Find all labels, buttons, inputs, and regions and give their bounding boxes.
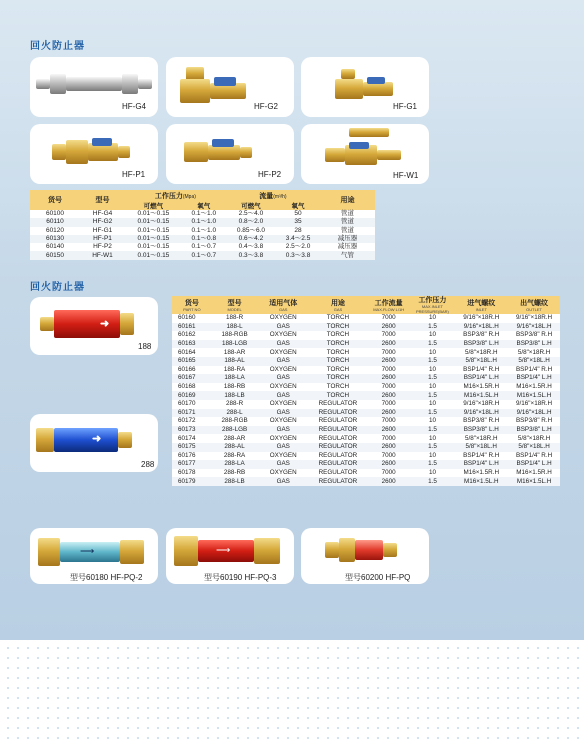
header-type: 型号 <box>80 190 125 210</box>
table-cell: 0.8～2.0 <box>226 218 276 226</box>
table-cell: GAS <box>257 443 309 452</box>
table-cell: 10 <box>411 400 455 409</box>
table-row <box>172 409 560 418</box>
table-cell: HF-G1 <box>80 227 125 235</box>
table-cell: 60166 <box>172 366 212 375</box>
table-row <box>172 348 560 357</box>
table-cell: 10 <box>411 383 455 392</box>
product-image-hf-p2 <box>184 142 208 162</box>
table-cell: M16×1.5R.H <box>508 383 560 392</box>
table-cell: 60120 <box>30 227 80 235</box>
table-row <box>172 314 560 323</box>
table-cell: 1.5 <box>411 374 455 383</box>
table-cell: TORCH <box>309 357 367 366</box>
table-cell: 188-L <box>212 323 258 332</box>
table-cell: HF-G4 <box>80 210 125 218</box>
table-cell: 1.5 <box>411 357 455 366</box>
table-row <box>172 426 560 435</box>
table-cell: 0.3～3.8 <box>226 251 276 259</box>
product-image-hf-g1 <box>341 69 355 79</box>
table-header: 工作压力 MAX.INLET PRESSURE(BAR) <box>411 296 455 314</box>
table-cell: 0.01～0.15 <box>125 251 182 259</box>
table-cell: 2600 <box>367 426 411 435</box>
table-header: 工作流量 MAX.FLOW L/1H <box>367 296 411 314</box>
table-cell: GAS <box>257 391 309 400</box>
table-cell: 0.01～0.15 <box>125 210 182 218</box>
table-cell: 7000 <box>367 417 411 426</box>
table-cell: 1.5 <box>411 426 455 435</box>
table-cell: M16×1.5L.H <box>508 391 560 400</box>
table-cell: GAS <box>257 323 309 332</box>
table-row <box>30 218 375 226</box>
table-cell: 60168 <box>172 383 212 392</box>
product-image-hf-pq-3 <box>174 536 198 566</box>
table-cell: 60130 <box>30 235 80 243</box>
table-cell: 60170 <box>172 400 212 409</box>
table-row <box>30 227 375 235</box>
table-cell: HF-W1 <box>80 251 125 259</box>
header-pressure-fuel: 可燃气 <box>125 201 182 210</box>
table-row <box>172 383 560 392</box>
table-cell: 3.4～2.5 <box>276 235 320 243</box>
table-cell: 10 <box>411 314 455 323</box>
product-label-hf-pq: 型号60200 HF-PQ <box>345 573 411 582</box>
table-row <box>30 243 375 251</box>
table-cell: BSP3/8" R.H <box>508 331 560 340</box>
table-cell: 0.85～6.0 <box>226 227 276 235</box>
table-cell: 7000 <box>367 348 411 357</box>
table-cell: 管道 <box>320 227 375 235</box>
table-cell: 气管 <box>320 251 375 259</box>
table-row <box>30 235 375 243</box>
table-row <box>172 357 560 366</box>
product-image-hf-g4 <box>36 79 50 89</box>
table-row <box>172 477 560 486</box>
table-cell: 60165 <box>172 357 212 366</box>
table-cell: BSP3/8" L.H <box>508 340 560 349</box>
table-cell: BSP3/8" R.H <box>508 417 560 426</box>
product-card-hf-pq <box>301 528 429 584</box>
table-cell: 0.1～0.7 <box>182 243 226 251</box>
table-cell: TORCH <box>309 331 367 340</box>
table-cell: 188-LA <box>212 374 258 383</box>
table-cell: 288-RA <box>212 452 258 461</box>
table-cell: M16×1.5R.H <box>508 469 560 478</box>
table-cell: GAS <box>257 477 309 486</box>
product-label-hf-pq-3: 型号60190 HF-PQ-3 <box>204 573 277 582</box>
table-header: 出气螺纹 OUTLET <box>508 296 560 314</box>
table-row <box>172 340 560 349</box>
header-flow-oxygen: 氧气 <box>276 201 320 210</box>
header-flow: 流量(m³/h) <box>226 190 320 201</box>
table-cell: 9/16"×18R.H <box>454 400 508 409</box>
table-cell: GAS <box>257 409 309 418</box>
table-cell: REGULATOR <box>309 400 367 409</box>
table-cell: OXYGEN <box>257 331 309 340</box>
product-label-hf-w1: HF-W1 <box>393 171 419 180</box>
table-cell: 10 <box>411 331 455 340</box>
table-cell: 5/8"×18L.H <box>454 443 508 452</box>
table-header: 货号 PART NO <box>172 296 212 314</box>
table-cell: 60171 <box>172 409 212 418</box>
table-cell: HF-P1 <box>80 235 125 243</box>
table-cell: 60178 <box>172 469 212 478</box>
table-row <box>172 443 560 452</box>
table-cell: 5/8"×18R.H <box>454 348 508 357</box>
table-cell: BSP1/4" R.H <box>508 452 560 461</box>
table-cell: 2.5～2.0 <box>276 243 320 251</box>
table-cell: 188-RB <box>212 383 258 392</box>
table-cell: 28 <box>276 227 320 235</box>
product-image-hf-pq <box>325 542 339 558</box>
table-cell: TORCH <box>309 340 367 349</box>
table-cell: 2600 <box>367 340 411 349</box>
product-card-hf-pq-2 <box>30 528 158 584</box>
table-cell: 0.1～1.0 <box>182 227 226 235</box>
product-card-hf-p1 <box>30 124 158 184</box>
table-cell: 188-AR <box>212 348 258 357</box>
table-cell: OXYGEN <box>257 417 309 426</box>
table-cell: 288-RB <box>212 469 258 478</box>
table-cell: 5/8"×18R.H <box>454 434 508 443</box>
product-image-hf-w1 <box>325 148 345 162</box>
dotted-footer <box>0 640 584 744</box>
table-cell: REGULATOR <box>309 443 367 452</box>
table-cell: 1.5 <box>411 460 455 469</box>
product-card-hf-pq-3 <box>166 528 294 584</box>
table-cell: 5/8"×18R.H <box>508 348 560 357</box>
table-cell: 1.5 <box>411 323 455 332</box>
table-cell: 5/8"×18L.H <box>454 357 508 366</box>
table-cell: 减压器 <box>320 235 375 243</box>
table-cell: OXYGEN <box>257 452 309 461</box>
product-label-hf-g2: HF-G2 <box>254 102 278 111</box>
table-cell: 188-LGB <box>212 340 258 349</box>
table-row <box>172 460 560 469</box>
table-header: 适用气体 GAS <box>257 296 309 314</box>
table-cell: BSP1/4" R.H <box>454 452 508 461</box>
table-cell: 管道 <box>320 210 375 218</box>
table-cell: 288-L <box>212 409 258 418</box>
product-image-hf-p1 <box>52 144 66 160</box>
table-row <box>172 366 560 375</box>
product-label-hf-p1: HF-P1 <box>122 170 146 179</box>
product-label-288: 288 <box>141 460 155 469</box>
table-cell: 5/8"×18L.H <box>508 443 560 452</box>
table-cell: TORCH <box>309 374 367 383</box>
table-cell: REGULATOR <box>309 434 367 443</box>
table-row <box>172 323 560 332</box>
table-cell: GAS <box>257 374 309 383</box>
header-model-no: 货号 <box>30 190 80 210</box>
table-cell: M16×1.5L.H <box>454 477 508 486</box>
table-header: 型号 MODEL <box>212 296 258 314</box>
table-cell: OXYGEN <box>257 366 309 375</box>
table-cell: 9/16"×18L.H <box>508 409 560 418</box>
table-cell: 10 <box>411 452 455 461</box>
table-cell: BSP3/8" L.H <box>454 340 508 349</box>
header-flow-fuel: 可燃气 <box>226 201 276 210</box>
table-cell: 9/16"×18L.H <box>454 409 508 418</box>
product-card-188 <box>30 297 158 355</box>
table-header: 用途 GAS <box>309 296 367 314</box>
table-row <box>172 452 560 461</box>
table-cell: 0.3～3.8 <box>276 251 320 259</box>
table-cell: 7000 <box>367 434 411 443</box>
table-cell: GAS <box>257 357 309 366</box>
table-cell: 288-LGB <box>212 426 258 435</box>
table-cell: BSP3/8" R.H <box>454 331 508 340</box>
table-cell: 50 <box>276 210 320 218</box>
table-cell: BSP1/4" L.H <box>454 374 508 383</box>
table-row <box>172 434 560 443</box>
table-cell: 7000 <box>367 366 411 375</box>
table-cell: 188-RA <box>212 366 258 375</box>
table-cell: 0.6～4.2 <box>226 235 276 243</box>
table-cell: 7000 <box>367 452 411 461</box>
table-cell: 1.5 <box>411 409 455 418</box>
table-cell: 5/8"×18L.H <box>508 357 560 366</box>
table-cell: 7000 <box>367 331 411 340</box>
table-cell: BSP3/8" L.H <box>454 426 508 435</box>
table-cell: 0.1～1.0 <box>182 218 226 226</box>
table-cell: 60169 <box>172 391 212 400</box>
table-cell: OXYGEN <box>257 434 309 443</box>
arrow-icon: ⟶ <box>80 546 95 557</box>
table-cell: 0.01～0.15 <box>125 218 182 226</box>
table-cell: 1.5 <box>411 391 455 400</box>
table-cell: REGULATOR <box>309 426 367 435</box>
table-cell: 7000 <box>367 314 411 323</box>
table-cell: 288-R <box>212 400 258 409</box>
table-cell: HF-P2 <box>80 243 125 251</box>
table-cell: 60179 <box>172 477 212 486</box>
table-cell: TORCH <box>309 323 367 332</box>
table-cell: 7000 <box>367 383 411 392</box>
table-cell: 2600 <box>367 374 411 383</box>
table-cell: BSP1/4" R.H <box>508 366 560 375</box>
table-cell: 60164 <box>172 348 212 357</box>
table-row <box>172 469 560 478</box>
table-cell: 288-AL <box>212 443 258 452</box>
table-cell: OXYGEN <box>257 314 309 323</box>
product-label-hf-g1: HF-G1 <box>393 102 417 111</box>
spec-table-2 <box>172 296 560 486</box>
table-cell: 60100 <box>30 210 80 218</box>
table-cell: 60176 <box>172 452 212 461</box>
table-cell: 60174 <box>172 434 212 443</box>
arrow-icon: ➜ <box>92 433 102 445</box>
table-cell: REGULATOR <box>309 477 367 486</box>
table-cell: 188-AL <box>212 357 258 366</box>
table-cell: GAS <box>257 340 309 349</box>
table-cell: TORCH <box>309 366 367 375</box>
table-cell: 0.01～0.15 <box>125 227 182 235</box>
product-label-hf-g4: HF-G4 <box>122 102 146 111</box>
table-cell: 60160 <box>172 314 212 323</box>
product-card-hf-g2 <box>166 57 294 117</box>
table-cell: 9/16"×18R.H <box>508 314 560 323</box>
table-cell: 2600 <box>367 323 411 332</box>
table-cell: GAS <box>257 426 309 435</box>
table-cell: 60161 <box>172 323 212 332</box>
table-cell: OXYGEN <box>257 348 309 357</box>
product-label-hf-pq-2: 型号60180 HF-PQ-2 <box>70 573 143 582</box>
table-row <box>172 331 560 340</box>
table-cell: REGULATOR <box>309 417 367 426</box>
header-pressure-oxygen: 氧气 <box>182 201 226 210</box>
product-card-hf-g4 <box>30 57 158 117</box>
table-cell: BSP3/8" L.H <box>508 426 560 435</box>
table-cell: 2600 <box>367 357 411 366</box>
section-title-1: 回火防止器 <box>30 41 85 52</box>
table-cell: 60140 <box>30 243 80 251</box>
header-pressure: 工作压力(Mpa) <box>125 190 226 201</box>
table-cell: 60162 <box>172 331 212 340</box>
table-cell: 7000 <box>367 400 411 409</box>
table-cell: M16×1.5R.H <box>454 469 508 478</box>
table-cell: 288-LA <box>212 460 258 469</box>
table-cell: 1.5 <box>411 477 455 486</box>
table-row <box>30 210 375 218</box>
table-cell: BSP1/4" L.H <box>508 460 560 469</box>
table-cell: OXYGEN <box>257 400 309 409</box>
table-cell: REGULATOR <box>309 409 367 418</box>
arrow-icon: ⟶ <box>216 545 231 556</box>
table-cell: 60167 <box>172 374 212 383</box>
table-cell: M16×1.5L.H <box>454 391 508 400</box>
table-cell: 2600 <box>367 477 411 486</box>
table-cell: 9/16"×18L.H <box>508 323 560 332</box>
table-cell: 0.01～0.15 <box>125 243 182 251</box>
table-cell: TORCH <box>309 383 367 392</box>
product-label-188: 188 <box>138 342 152 351</box>
table-cell: 0.1～0.7 <box>182 251 226 259</box>
header-usage: 用途 <box>320 190 375 210</box>
arrow-icon: ➜ <box>100 318 110 330</box>
table-header: 进气螺纹 INLET <box>454 296 508 314</box>
product-card-hf-p2 <box>166 124 294 184</box>
table-cell: 7000 <box>367 469 411 478</box>
table-cell: TORCH <box>309 314 367 323</box>
table-cell: 9/16"×18L.H <box>454 323 508 332</box>
table-cell: 60172 <box>172 417 212 426</box>
table-cell: GAS <box>257 460 309 469</box>
table-cell: 188-LB <box>212 391 258 400</box>
table-cell: M16×1.5R.H <box>454 383 508 392</box>
table-cell: 5/8"×18R.H <box>508 434 560 443</box>
table-cell: REGULATOR <box>309 452 367 461</box>
table-cell: 35 <box>276 218 320 226</box>
table-cell: 188-RGB <box>212 331 258 340</box>
table-cell: BSP1/4" L.H <box>454 460 508 469</box>
table-cell: 2600 <box>367 391 411 400</box>
table-cell: 0.1～0.8 <box>182 235 226 243</box>
table-cell: 2.5～4.0 <box>226 210 276 218</box>
table-cell: 1.5 <box>411 340 455 349</box>
table-row <box>172 417 560 426</box>
table-cell: 10 <box>411 434 455 443</box>
table-cell: REGULATOR <box>309 469 367 478</box>
table-cell: 288-LB <box>212 477 258 486</box>
table-cell: 0.4～3.8 <box>226 243 276 251</box>
table-cell: 188-R <box>212 314 258 323</box>
table-cell: 60150 <box>30 251 80 259</box>
spec-table-1 <box>30 190 375 260</box>
table-cell: TORCH <box>309 348 367 357</box>
table-cell: BSP3/8" R.H <box>454 417 508 426</box>
table-cell: 9/16"×18R.H <box>508 400 560 409</box>
product-card-288 <box>30 414 158 472</box>
section-title-2: 回火防止器 <box>30 282 85 293</box>
table-cell: 60177 <box>172 460 212 469</box>
table-cell: OXYGEN <box>257 469 309 478</box>
product-card-hf-g1 <box>301 57 429 117</box>
table-cell: 10 <box>411 348 455 357</box>
table-cell: BSP1/4" L.H <box>508 374 560 383</box>
table-cell: 9/16"×18R.H <box>454 314 508 323</box>
table-cell: 1.5 <box>411 443 455 452</box>
table-cell: 0.01～0.15 <box>125 235 182 243</box>
table-cell: REGULATOR <box>309 460 367 469</box>
table-cell: 减压器 <box>320 243 375 251</box>
product-card-hf-w1 <box>301 124 429 184</box>
table-row <box>172 374 560 383</box>
table-cell: HF-G2 <box>80 218 125 226</box>
table-cell: OXYGEN <box>257 383 309 392</box>
table-cell: BSP1/4" R.H <box>454 366 508 375</box>
product-image-hf-pq-2 <box>38 538 60 566</box>
product-image-288 <box>36 428 54 452</box>
table-cell: 10 <box>411 469 455 478</box>
table-cell: 60163 <box>172 340 212 349</box>
table-cell: 288-RGB <box>212 417 258 426</box>
product-label-hf-p2: HF-P2 <box>258 170 282 179</box>
table-cell: 2600 <box>367 409 411 418</box>
table-row <box>172 400 560 409</box>
table-cell: 10 <box>411 366 455 375</box>
table-cell: 2600 <box>367 460 411 469</box>
table-cell: 管道 <box>320 218 375 226</box>
table-row <box>172 391 560 400</box>
table-cell: M16×1.5L.H <box>508 477 560 486</box>
table-row <box>30 251 375 259</box>
product-image-hf-w1-hose-nipple-top <box>349 128 389 137</box>
table-cell: 60175 <box>172 443 212 452</box>
table-cell: 0.1～1.0 <box>182 210 226 218</box>
table-cell: TORCH <box>309 391 367 400</box>
table-cell: 2600 <box>367 443 411 452</box>
table-cell: 60173 <box>172 426 212 435</box>
table-cell: 288-AR <box>212 434 258 443</box>
table-cell: 60110 <box>30 218 80 226</box>
table-cell: 10 <box>411 417 455 426</box>
product-image-188 <box>40 317 54 331</box>
